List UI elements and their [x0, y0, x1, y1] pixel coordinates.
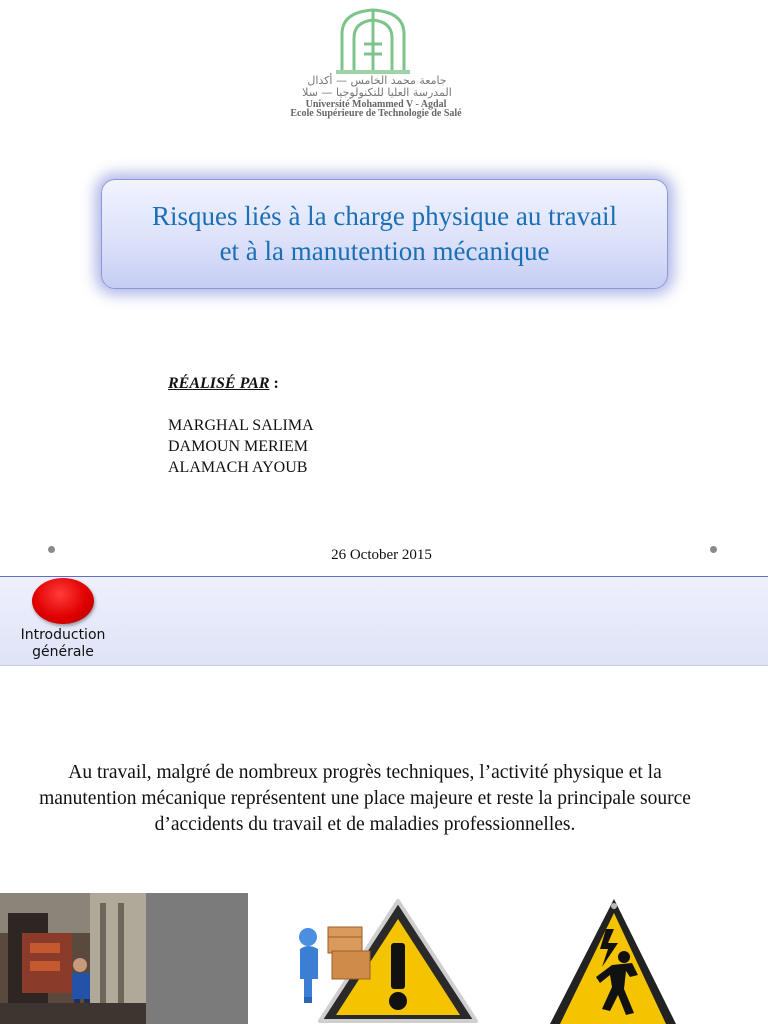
electric-hazard-sign-icon [540, 893, 680, 1024]
nav-label-line1: Introduction [20, 627, 106, 643]
workers-photo-icon [0, 893, 248, 1024]
intro-line1: Au travail, malgré de nombreux progrès techniques, l’activité physique et la [68, 762, 662, 783]
university-logo [228, 4, 524, 119]
author-list [168, 415, 314, 478]
workers-photo [0, 893, 248, 1024]
realise-par-label: RÉALISÉ PAR [168, 375, 270, 392]
author-name: MARGHAL SALIMA [168, 417, 314, 434]
logo-university-name: Université Mohammed V - Agdal [305, 99, 447, 110]
warning-sign-image [290, 893, 478, 1024]
document-title [134, 199, 635, 269]
intro-paragraph [0, 760, 730, 838]
author-name: DAMOUN MERIEM [168, 438, 308, 455]
nav-label-line2: générale [32, 644, 94, 660]
realise-par-colon: : [269, 375, 279, 392]
title-box [101, 179, 668, 289]
warning-sign-with-boxes-icon [290, 893, 478, 1024]
intro-line3: d’accidents du travail et de maladies professionnelles. [154, 814, 576, 835]
electric-hazard-image [540, 893, 680, 1024]
author-name: ALAMACH AYOUB [168, 459, 308, 476]
introduction-nav-button[interactable] [32, 578, 94, 624]
university-emblem-icon [328, 4, 418, 76]
logo-school-name: Ecole Supérieure de Technologie de Salé [290, 108, 462, 119]
introduction-nav-label[interactable] [8, 627, 118, 661]
logo-arabic-line2: المدرسة العليا للتكنولوجيا — سلا [302, 86, 452, 99]
presentation-date: 26 October 2015 [331, 547, 432, 563]
title-line2: et à la manutention mécanique [219, 236, 550, 266]
intro-line2: manutention mécanique représentent une place majeure et reste la principale source [39, 788, 691, 809]
title-line1: Risques liés à la charge physique au travail [151, 201, 618, 231]
logo-arabic-line1: جامعة محمد الخامس — أكدال [307, 74, 447, 87]
realise-par-heading [168, 375, 279, 393]
